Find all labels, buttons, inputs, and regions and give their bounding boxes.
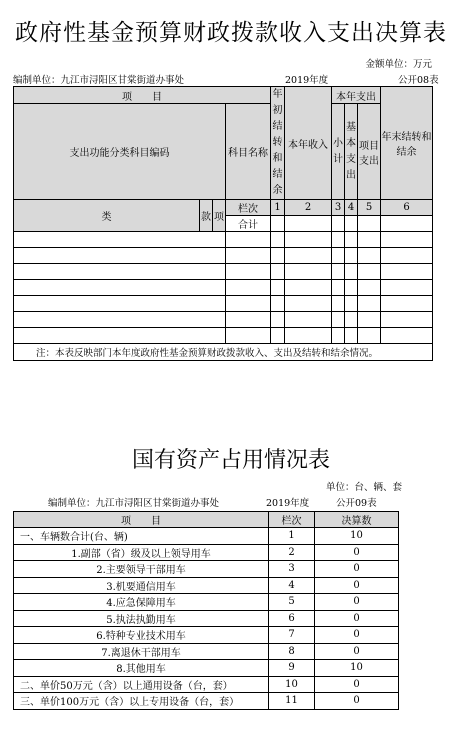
row-label: 5.执法执勤用车 xyxy=(14,610,269,627)
table2-year: 2019年度 xyxy=(266,498,310,509)
row-lanci: 4 xyxy=(269,577,315,594)
header-xiang: 项 xyxy=(213,200,226,232)
header-subject-name: 科目名称 xyxy=(226,104,271,200)
row-lanci: 8 xyxy=(269,643,315,660)
header-closing: 年末结转和结余 xyxy=(381,87,433,200)
row-lanci: 7 xyxy=(269,627,315,644)
header-expend: 本年支出 xyxy=(332,87,381,104)
col-4: 4 xyxy=(345,200,358,216)
table-row xyxy=(14,693,399,710)
header-project: 项目支出 xyxy=(358,104,381,200)
table2-title: 国有资产占用情况表 xyxy=(131,448,330,473)
row-value: 0 xyxy=(315,577,399,594)
table-row xyxy=(14,561,399,578)
row-heji: 合计 xyxy=(226,216,271,232)
col-1: 1 xyxy=(271,200,285,216)
header-lanci: 栏次 xyxy=(226,200,271,216)
row-label: 8.其他用车 xyxy=(14,660,269,677)
header-subtotal: 小计 xyxy=(332,104,345,200)
row-label: 二、单价50万元（含）以上通用设备（台，套） xyxy=(14,676,269,693)
t2-header-lanci: 栏次 xyxy=(269,512,315,528)
table-row xyxy=(14,328,433,344)
row-label: 三、单价100万元（含）以上专用设备（台，套） xyxy=(14,693,269,710)
table1-unit: 金额单位：万元 xyxy=(365,59,432,70)
row-lanci: 10 xyxy=(269,676,315,693)
row-lanci: 2 xyxy=(269,544,315,561)
row-label: 6.特种专业技术用车 xyxy=(14,627,269,644)
row-label: 7.离退休干部用车 xyxy=(14,643,269,660)
table-row xyxy=(14,232,433,248)
row-lanci: 9 xyxy=(269,660,315,677)
row-lanci: 1 xyxy=(269,528,315,545)
row-value: 10 xyxy=(315,528,399,545)
row-lanci: 5 xyxy=(269,594,315,611)
table-row xyxy=(14,280,433,296)
table-row xyxy=(14,296,433,312)
table-row xyxy=(14,643,399,660)
header-lei: 类 xyxy=(14,200,200,232)
row-label: 3.机要通信用车 xyxy=(14,577,269,594)
table-row xyxy=(14,248,433,264)
row-value: 0 xyxy=(315,693,399,710)
row-value: 0 xyxy=(315,610,399,627)
col-5: 5 xyxy=(358,200,381,216)
table-row xyxy=(14,594,399,611)
table1-note: 注：本表反映部门本年度政府性基金预算财政拨款收入、支出及结转和结余情况。 xyxy=(14,344,433,361)
row-label: 1.副部（省）级及以上领导用车 xyxy=(14,544,269,561)
header-func-code: 支出功能分类科目编码 xyxy=(14,104,226,200)
col-2: 2 xyxy=(285,200,332,216)
table-row xyxy=(14,544,399,561)
table-row xyxy=(14,312,433,328)
table2 xyxy=(13,511,399,710)
table-row xyxy=(14,264,433,280)
header-basic: 基本支出 xyxy=(345,104,358,200)
table-row xyxy=(14,528,399,545)
table-row xyxy=(14,660,399,677)
row-lanci: 3 xyxy=(269,561,315,578)
table-row xyxy=(14,627,399,644)
row-lanci: 11 xyxy=(269,693,315,710)
header-item: 项 目 xyxy=(14,87,271,104)
table1 xyxy=(13,86,433,361)
row-value: 0 xyxy=(315,643,399,660)
t2-header-item: 项 目 xyxy=(14,512,269,528)
header-opening: 年初结转和结余 xyxy=(271,87,285,200)
table1-year: 2019年度 xyxy=(285,75,329,86)
row-lanci: 6 xyxy=(269,610,315,627)
table1-org: 编制单位：九江市浔阳区甘棠街道办事处 xyxy=(13,75,185,86)
table-row xyxy=(14,676,399,693)
row-value: 0 xyxy=(315,676,399,693)
row-value: 0 xyxy=(315,561,399,578)
table-row xyxy=(14,577,399,594)
row-value: 10 xyxy=(315,660,399,677)
table2-code: 公开09表 xyxy=(336,498,377,509)
row-value: 0 xyxy=(315,594,399,611)
row-label: 一、车辆数合计(台、辆) xyxy=(14,528,269,545)
table2-org: 编制单位：九江市浔阳区甘棠街道办事处 xyxy=(48,498,220,509)
row-value: 0 xyxy=(315,544,399,561)
col-3: 3 xyxy=(332,200,345,216)
header-income: 本年收入 xyxy=(285,87,332,200)
col-6: 6 xyxy=(381,200,433,216)
table1-title: 政府性基金预算财政拨款收入支出决算表 xyxy=(15,20,447,46)
row-label: 2.主要领导干部用车 xyxy=(14,561,269,578)
header-kuan: 款 xyxy=(200,200,213,232)
row-label: 4.应急保障用车 xyxy=(14,594,269,611)
table2-unit: 单位：台、辆、套 xyxy=(325,482,402,493)
row-value: 0 xyxy=(315,627,399,644)
table-row xyxy=(14,610,399,627)
table1-code: 公开08表 xyxy=(398,75,439,86)
t2-header-value: 决算数 xyxy=(315,512,399,528)
